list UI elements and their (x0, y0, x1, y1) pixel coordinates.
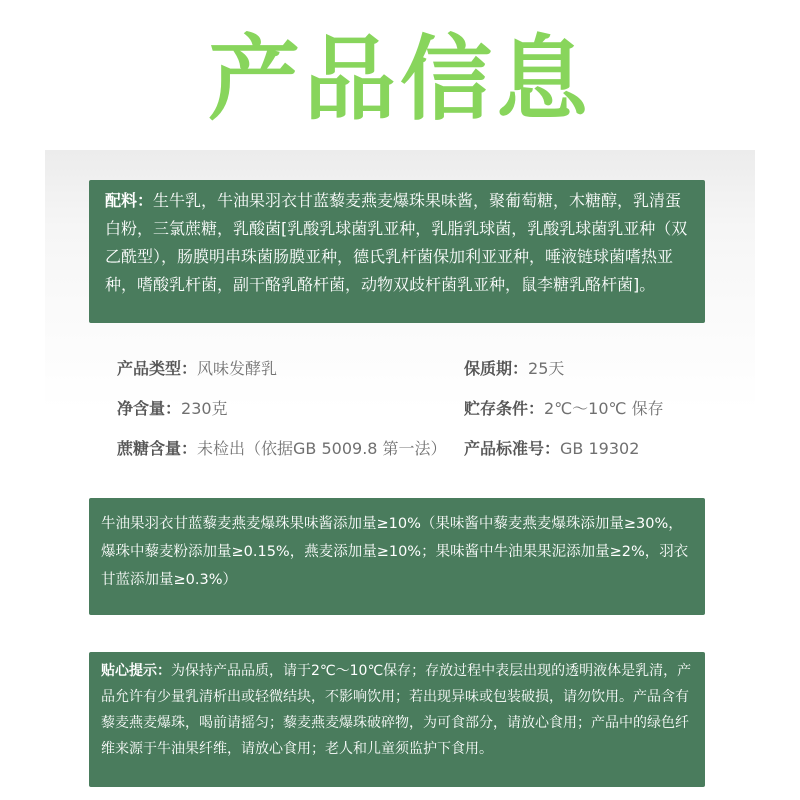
standard-key: 产品标准号： (464, 439, 561, 458)
additives-text: 牛油果羽衣甘蓝藜麦燕麦爆珠果味酱添加量≥10%（果味酱中藜麦燕麦爆珠添加量≥30%，爆珠中藜麦粉添加量≥0.15%，燕麦添加量≥10%；果味酱中牛油果果泥添加量≥2%，羽衣甘蓝添加量≥0.3%） (101, 516, 689, 588)
additives-panel (89, 498, 705, 615)
info-cell (117, 391, 228, 427)
info-cell (464, 351, 564, 387)
info-cell (117, 431, 447, 467)
standard-value: GB 19302 (560, 439, 640, 458)
shelf-life-key: 保质期： (464, 359, 529, 378)
product-info-table (117, 351, 717, 476)
shelf-life-value: 25天 (528, 359, 565, 378)
ingredients-text: 生牛乳，牛油果羽衣甘蓝藜麦燕麦爆珠果味酱，聚葡萄糖，木糖醇，乳清蛋白粉，三氯蔗糖，乳酸菌[乳酸乳球菌乳亚种，乳脂乳球菌，乳酸乳球菌乳亚种（双乙酰型），肠膜明串珠菌肠膜亚种，德氏乳杆菌保加利亚亚种，唾液链球菌嗜热亚种，嗜酸乳杆菌，副干酪乳酪杆菌，动物双歧杆菌乳亚种，鼠李糖乳酪杆菌]。 (105, 191, 688, 294)
ingredients-label: 配料： (105, 191, 154, 210)
tips-panel (89, 652, 705, 787)
product-type-key: 产品类型： (117, 359, 198, 378)
storage-value: 2℃～10℃ 保存 (544, 399, 664, 418)
sucrose-value: 未检出（依据GB 5009.8 第一法） (197, 439, 447, 458)
storage-key: 贮存条件： (464, 399, 545, 418)
product-type-value: 风味发酵乳 (197, 359, 278, 378)
net-content-value: 230克 (181, 399, 228, 418)
sucrose-key: 蔗糖含量： (117, 439, 198, 458)
tips-label: 贴心提示： (101, 663, 171, 679)
info-cell (464, 431, 639, 467)
tips-text: 为保持产品品质，请于2℃～10℃保存；存放过程中表层出现的透明液体是乳清，产品允许有少量乳清析出或轻微结块，不影响饮用；若出现异味或包装破损，请勿饮用。产品含有藜麦燕麦爆珠，喝前请摇匀；藜麦燕麦爆珠破碎物，为可食部分，请放心食用；产品中的绿色纤维来源于牛油果纤维，请放心食用；老人和儿童须监护下食用。 (101, 663, 692, 757)
ingredients-panel (89, 180, 705, 323)
page-title: 产品信息 (207, 26, 592, 133)
net-content-key: 净含量： (117, 399, 182, 418)
info-cell (117, 351, 277, 387)
info-cell (464, 391, 664, 427)
